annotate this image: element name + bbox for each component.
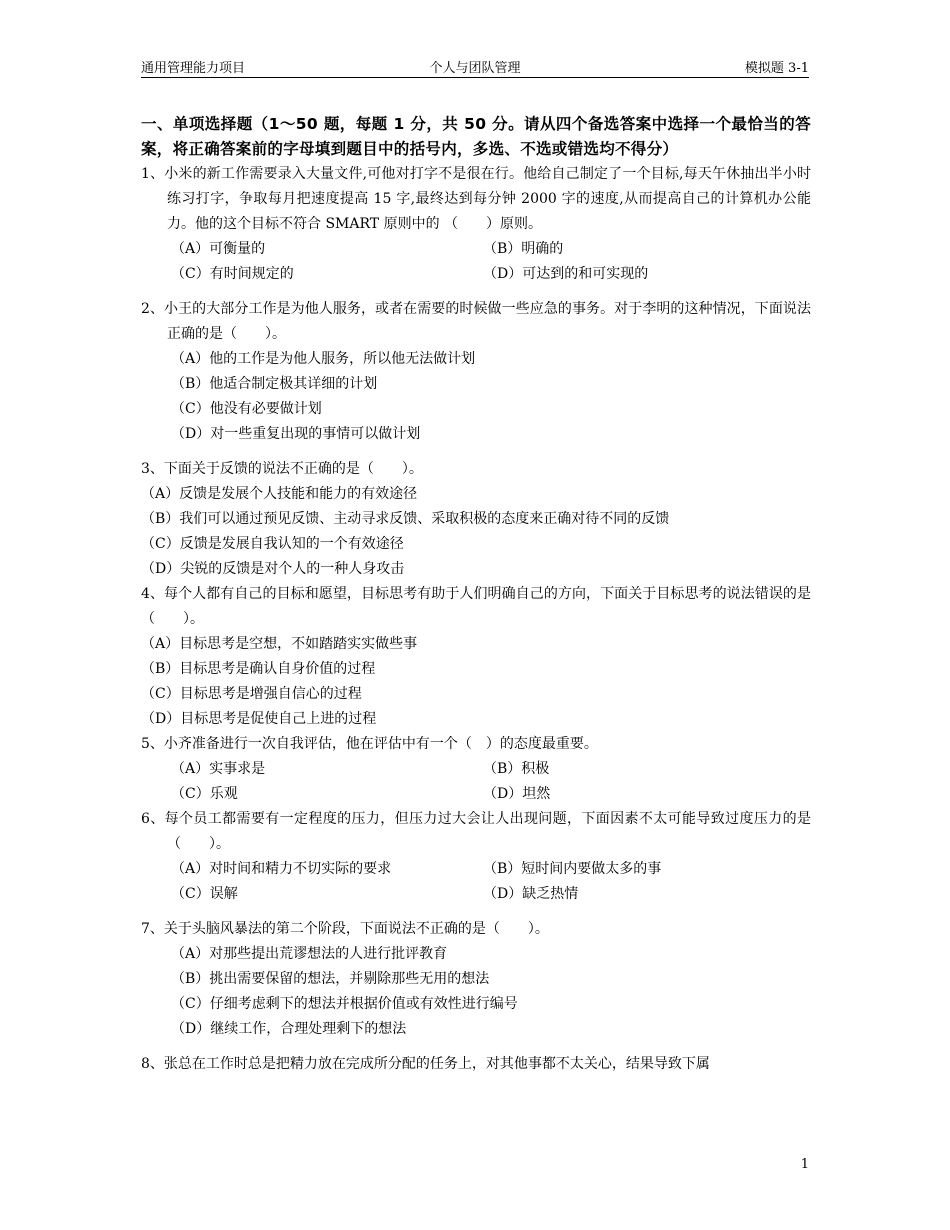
option-a: （A）反馈是发展个人技能和能力的有效途径 xyxy=(141,486,418,502)
option-d: （D）继续工作，合理处理剩下的想法 xyxy=(171,1021,407,1037)
option-b: （B）挑出需要保留的想法，并剔除那些无用的想法 xyxy=(171,971,490,987)
option-list xyxy=(141,347,811,447)
option-c: （C）他没有必要做计划 xyxy=(171,401,322,417)
option-c: （C）目标思考是增强自信心的过程 xyxy=(141,686,362,702)
option-a: （A）对时间和精力不切实际的要求 xyxy=(171,861,392,877)
option-list xyxy=(141,857,811,907)
option-d: （D）对一些重复出现的事情可以做计划 xyxy=(171,426,421,442)
question-6 xyxy=(141,807,811,907)
option-d: （D）尖锐的反馈是对个人的一种人身攻击 xyxy=(141,561,405,577)
question-1 xyxy=(141,162,811,287)
question-8 xyxy=(141,1052,811,1077)
option-b: （B）积极 xyxy=(483,761,550,777)
option-d: （D）可达到的和可实现的 xyxy=(483,266,649,282)
header-course-title: 个人与团队管理 xyxy=(429,61,521,76)
option-b: （B）我们可以通过预见反馈、主动寻求反馈、采取积极的态度来正确对待不同的反馈 xyxy=(141,511,670,527)
section-title: 一、单项选择题（1～50 题，每题 1 分，共 50 分。请从四个备选答案中选择一个最恰当的答案，将正确答案前的字母填到题目中的括号内，多选、不选或错选均不得分） xyxy=(141,115,811,158)
page-number: 1 xyxy=(800,1157,809,1172)
option-a: （A）他的工作是为他人服务，所以他无法做计划 xyxy=(171,351,476,367)
option-b: （B）明确的 xyxy=(483,241,564,257)
option-a: （A）目标思考是空想，不如踏踏实实做些事 xyxy=(141,636,418,652)
question-stem: 1、小米的新工作需要录入大量文件,可他对打字不是很在行。他给自己制定了一个目标,每天午休抽出半小时练习打字，争取每月把速度提高 15 字,最终达到每分钟 2000 字的速度,从而提高自己的计算机办公能力。他的这个目标不符合 SMART 原则中的 （ ）原则。 xyxy=(141,166,811,232)
option-c: （C）乐观 xyxy=(171,786,238,802)
header-exam-code: 模拟题 3-1 xyxy=(744,61,809,76)
question-5 xyxy=(141,732,811,807)
option-d: （D）坦然 xyxy=(483,786,551,802)
option-b: （B）目标思考是确认自身价值的过程 xyxy=(141,661,376,677)
option-list xyxy=(141,482,811,582)
option-a: （A）对那些提出荒谬想法的人进行批评教育 xyxy=(171,946,448,962)
option-list xyxy=(141,632,811,732)
question-stem: 6、每个员工都需要有一定程度的压力，但压力过大会让人出现问题，下面因素不太可能导致过度压力的是（ ）。 xyxy=(141,811,811,852)
option-c: （C）误解 xyxy=(171,886,238,902)
option-a: （A）可衡量的 xyxy=(171,241,266,257)
option-c: （C）仔细考虑剩下的想法并根据价值或有效性进行编号 xyxy=(171,996,518,1012)
option-b: （B）短时间内要做太多的事 xyxy=(483,861,662,877)
option-list xyxy=(141,942,811,1042)
option-c: （C）反馈是发展自我认知的一个有效途径 xyxy=(141,536,404,552)
question-4 xyxy=(141,582,811,732)
question-stem: 7、关于头脑风暴法的第二个阶段，下面说法不正确的是（ ）。 xyxy=(141,921,549,937)
question-3 xyxy=(141,457,811,582)
question-stem: 5、小齐准备进行一次自我评估，他在评估中有一个（ ）的态度最重要。 xyxy=(141,736,598,752)
document-body xyxy=(141,112,811,1077)
question-stem: 2、小王的大部分工作是为他人服务，或者在需要的时候做一些应急的事务。对于李明的这种情况，下面说法正确的是（ ）。 xyxy=(141,301,811,342)
question-stem: 8、张总在工作时总是把精力放在完成所分配的任务上，对其他事都不太关心，结果导致下属 xyxy=(141,1056,710,1072)
page-header xyxy=(141,55,809,78)
question-stem: 4、每个人都有自己的目标和愿望，目标思考有助于人们明确自己的方向，下面关于目标思考的说法错误的是（ ）。 xyxy=(141,586,811,627)
option-b: （B）他适合制定极其详细的计划 xyxy=(171,376,378,392)
option-list xyxy=(141,757,811,807)
question-2 xyxy=(141,297,811,447)
header-project-name: 通用管理能力项目 xyxy=(141,61,246,76)
option-c: （C）有时间规定的 xyxy=(171,266,294,282)
question-7 xyxy=(141,917,811,1042)
option-d: （D）目标思考是促使自己上进的过程 xyxy=(141,711,377,727)
option-a: （A）实事求是 xyxy=(171,761,266,777)
question-stem: 3、下面关于反馈的说法不正确的是（ ）。 xyxy=(141,461,423,477)
option-list xyxy=(141,237,811,287)
option-d: （D）缺乏热情 xyxy=(483,886,579,902)
